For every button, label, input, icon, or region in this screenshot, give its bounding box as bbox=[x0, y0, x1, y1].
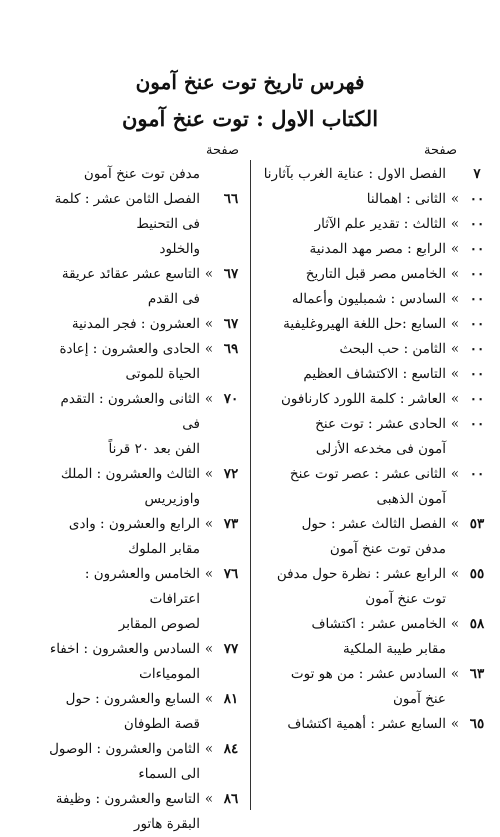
ditto-mark: » bbox=[450, 316, 460, 332]
toc-entry bbox=[40, 312, 244, 337]
toc-entry bbox=[258, 612, 490, 637]
chapter-title: الثالث : تقدير علم الآثار bbox=[314, 216, 446, 232]
toc-entry bbox=[40, 187, 244, 237]
toc-entry bbox=[258, 187, 490, 212]
page-number: ٧٢ bbox=[223, 466, 239, 482]
page-number: ٠٠ bbox=[469, 241, 485, 257]
chapter-title: الثانى : اهمالنا bbox=[366, 191, 446, 207]
index-title: فهرس تاريخ توت عنخ آمون bbox=[135, 70, 365, 94]
toc-entry bbox=[40, 387, 244, 437]
ditto-mark: » bbox=[204, 266, 214, 282]
page-number: ٦٩ bbox=[223, 341, 239, 357]
page-number: ٨٦ bbox=[223, 791, 239, 807]
page-number: ٦٣ bbox=[469, 666, 485, 682]
ditto-mark: » bbox=[204, 316, 214, 332]
chapter-title-continuation: والخلود bbox=[159, 241, 200, 257]
toc-entry bbox=[258, 237, 490, 262]
toc-entry bbox=[258, 362, 490, 387]
toc-entry bbox=[258, 712, 490, 737]
chapter-title: الحادى والعشرون : إعادة bbox=[59, 341, 200, 357]
page-number: ٧ bbox=[473, 166, 481, 182]
chapter-title: الفصل الاول : عناية الغرب بآثارنا bbox=[263, 166, 446, 182]
chapter-title-continuation: واوزيريس bbox=[144, 491, 200, 507]
toc-entry bbox=[258, 337, 490, 362]
ditto-mark: » bbox=[204, 691, 214, 707]
toc-column-left bbox=[40, 162, 244, 837]
ditto-mark: » bbox=[450, 266, 460, 282]
page-number: ٧٠ bbox=[223, 391, 239, 407]
ditto-mark: » bbox=[450, 466, 460, 482]
toc-entry bbox=[40, 787, 244, 812]
page-number: ٦٦ bbox=[223, 191, 239, 207]
chapter-title-continuation: مدفن توت عنخ آمون bbox=[329, 541, 446, 557]
chapter-title-continuation: البقرة هاتور bbox=[133, 816, 200, 832]
chapter-title-continuation: عنخ آمون bbox=[392, 691, 446, 707]
toc-entry bbox=[40, 162, 244, 187]
page-number: ٠٠ bbox=[469, 291, 485, 307]
page-header-left: صفحة bbox=[206, 143, 239, 158]
toc-entry bbox=[258, 212, 490, 237]
page-number: ٠٠ bbox=[469, 316, 485, 332]
ditto-mark: » bbox=[450, 216, 460, 232]
page-number: ٦٥ bbox=[469, 716, 485, 732]
toc-entry bbox=[258, 662, 490, 687]
page-number: ٨٤ bbox=[223, 741, 239, 757]
toc-entry bbox=[258, 412, 490, 437]
chapter-title-continuation: الحياة للموتى bbox=[125, 366, 200, 382]
chapter-title: الفصل الثالث عشر : حول bbox=[301, 516, 446, 532]
chapter-title: الحادى عشر : توت عنخ bbox=[315, 416, 446, 432]
chapter-title: الخامس والعشرون : اعترافات bbox=[84, 566, 200, 607]
chapter-title-continuation: لصوص المقابر bbox=[118, 616, 200, 632]
page-number: ٧٣ bbox=[223, 516, 239, 532]
page-number: ٠٠ bbox=[469, 216, 485, 232]
chapter-title: السابع عشر : أهمية اكتشاف bbox=[287, 716, 446, 732]
page-number: ٠٠ bbox=[469, 191, 485, 207]
page-header-right: صفحة bbox=[424, 143, 457, 158]
toc-entry bbox=[258, 462, 490, 487]
chapter-title-continuation: قصة الطوفان bbox=[123, 716, 200, 732]
page-number: ٠٠ bbox=[469, 466, 485, 482]
toc-entry bbox=[258, 387, 490, 412]
chapter-title: العشرون : فجر المدنية bbox=[71, 316, 200, 332]
chapter-title-continuation: توت عنخ آمون bbox=[365, 591, 446, 607]
chapter-title: الخامس مصر قبل التاريخ bbox=[305, 266, 446, 282]
chapter-title-continuation: مقابر طيبة الملكية bbox=[343, 641, 446, 657]
page-number: ٥٨ bbox=[469, 616, 485, 632]
ditto-mark: » bbox=[450, 241, 460, 257]
chapter-title: الرابع عشر : نظرة حول مدفن bbox=[276, 566, 446, 582]
ditto-mark: » bbox=[204, 341, 214, 357]
chapter-title: الخامس عشر : اكتشاف bbox=[311, 616, 446, 632]
book-title: الكتاب الاول : توت عنخ آمون bbox=[121, 106, 379, 131]
page-number: ٠٠ bbox=[469, 391, 485, 407]
chapter-title-continuation: المومياءات bbox=[139, 666, 200, 682]
chapter-title-continuation: آمون فى مخدعه الأزلى bbox=[315, 441, 446, 457]
page-number: ٠٠ bbox=[469, 416, 485, 432]
chapter-title: الرابع والعشرون : وادى bbox=[68, 516, 200, 532]
chapter-title: السابع والعشرون : حول bbox=[65, 691, 200, 707]
toc-entry bbox=[40, 737, 244, 762]
page-number: ٧٦ bbox=[223, 566, 239, 582]
chapter-title: الثانى والعشرون : التقدم فى bbox=[60, 391, 200, 432]
chapter-title: الرابع : مصر مهد المدنية bbox=[309, 241, 446, 257]
ditto-mark: » bbox=[204, 516, 214, 532]
chapter-title-continuation: مقابر الملوك bbox=[128, 541, 200, 557]
ditto-mark: » bbox=[450, 291, 460, 307]
chapter-title: الثالث والعشرون : الملك bbox=[60, 466, 200, 482]
toc-column-right bbox=[258, 162, 490, 737]
chapter-title: التاسع عشر عقائد عريقة فى القدم bbox=[61, 266, 200, 307]
ditto-mark: » bbox=[450, 666, 460, 682]
chapter-title-continuation: الى السماء bbox=[138, 766, 200, 782]
chapter-title: السادس والعشرون : اخفاء bbox=[49, 641, 200, 657]
page-number: ٠٠ bbox=[469, 266, 485, 282]
toc-entry bbox=[40, 687, 244, 712]
ditto-mark: » bbox=[204, 466, 214, 482]
toc-entry bbox=[40, 462, 244, 487]
toc-entry bbox=[258, 312, 490, 337]
chapter-title: السادس عشر : من هو توت bbox=[290, 666, 446, 682]
column-divider bbox=[250, 160, 251, 810]
toc-entry bbox=[40, 512, 244, 537]
chapter-title: الثامن والعشرون : الوصول bbox=[49, 741, 200, 757]
toc-entry bbox=[258, 262, 490, 287]
chapter-title: السادس : شمبليون وأعماله bbox=[291, 291, 446, 307]
chapter-title: التاسع : الاكتشاف العظيم bbox=[303, 366, 446, 382]
ditto-mark: » bbox=[450, 566, 460, 582]
chapter-title: التاسع والعشرون : وظيفة bbox=[55, 791, 200, 807]
chapter-title: السابع :حل اللغة الهيروغليفية bbox=[283, 316, 446, 332]
ditto-mark: » bbox=[450, 341, 460, 357]
toc-entry bbox=[258, 512, 490, 537]
ditto-mark: » bbox=[204, 641, 214, 657]
toc-entry bbox=[40, 337, 244, 362]
page-number: ٦٧ bbox=[223, 266, 239, 282]
ditto-mark: » bbox=[204, 741, 214, 757]
toc-entry bbox=[258, 162, 490, 187]
ditto-mark: » bbox=[450, 416, 460, 432]
chapter-title-continuation: آمون الذهبى bbox=[376, 491, 446, 507]
ditto-mark: » bbox=[450, 391, 460, 407]
toc-entry bbox=[258, 287, 490, 312]
ditto-mark: » bbox=[450, 366, 460, 382]
toc-entry bbox=[40, 637, 244, 662]
ditto-mark: » bbox=[450, 516, 460, 532]
chapter-title: الثانى عشر : عصر توت عنخ bbox=[289, 466, 446, 482]
ditto-mark: » bbox=[204, 791, 214, 807]
page-number: ٠٠ bbox=[469, 341, 485, 357]
ditto-mark: » bbox=[204, 391, 214, 407]
page-number: ٠٠ bbox=[469, 366, 485, 382]
ditto-mark: » bbox=[450, 716, 460, 732]
page-number: ٥٥ bbox=[469, 566, 485, 582]
page-number: ٥٣ bbox=[469, 516, 485, 532]
page-number: ٦٧ bbox=[223, 316, 239, 332]
chapter-title: الثامن : حب البحث bbox=[339, 341, 446, 357]
chapter-title: مدفن توت عنخ آمون bbox=[83, 166, 200, 182]
ditto-mark: » bbox=[204, 566, 214, 582]
page-number: ٨١ bbox=[223, 691, 239, 707]
ditto-mark: » bbox=[450, 191, 460, 207]
toc-entry bbox=[258, 562, 490, 587]
toc-entry bbox=[40, 562, 244, 612]
page-number: ٧٧ bbox=[223, 641, 239, 657]
toc-entry bbox=[40, 262, 244, 312]
chapter-title-continuation: الفن بعد ٢٠ قرناً bbox=[108, 441, 200, 457]
chapter-title: الفصل الثامن عشر : كلمة فى التحنيط bbox=[54, 191, 200, 232]
chapter-title: العاشر : كلمة اللورد كارنافون bbox=[280, 391, 446, 407]
ditto-mark: » bbox=[450, 616, 460, 632]
